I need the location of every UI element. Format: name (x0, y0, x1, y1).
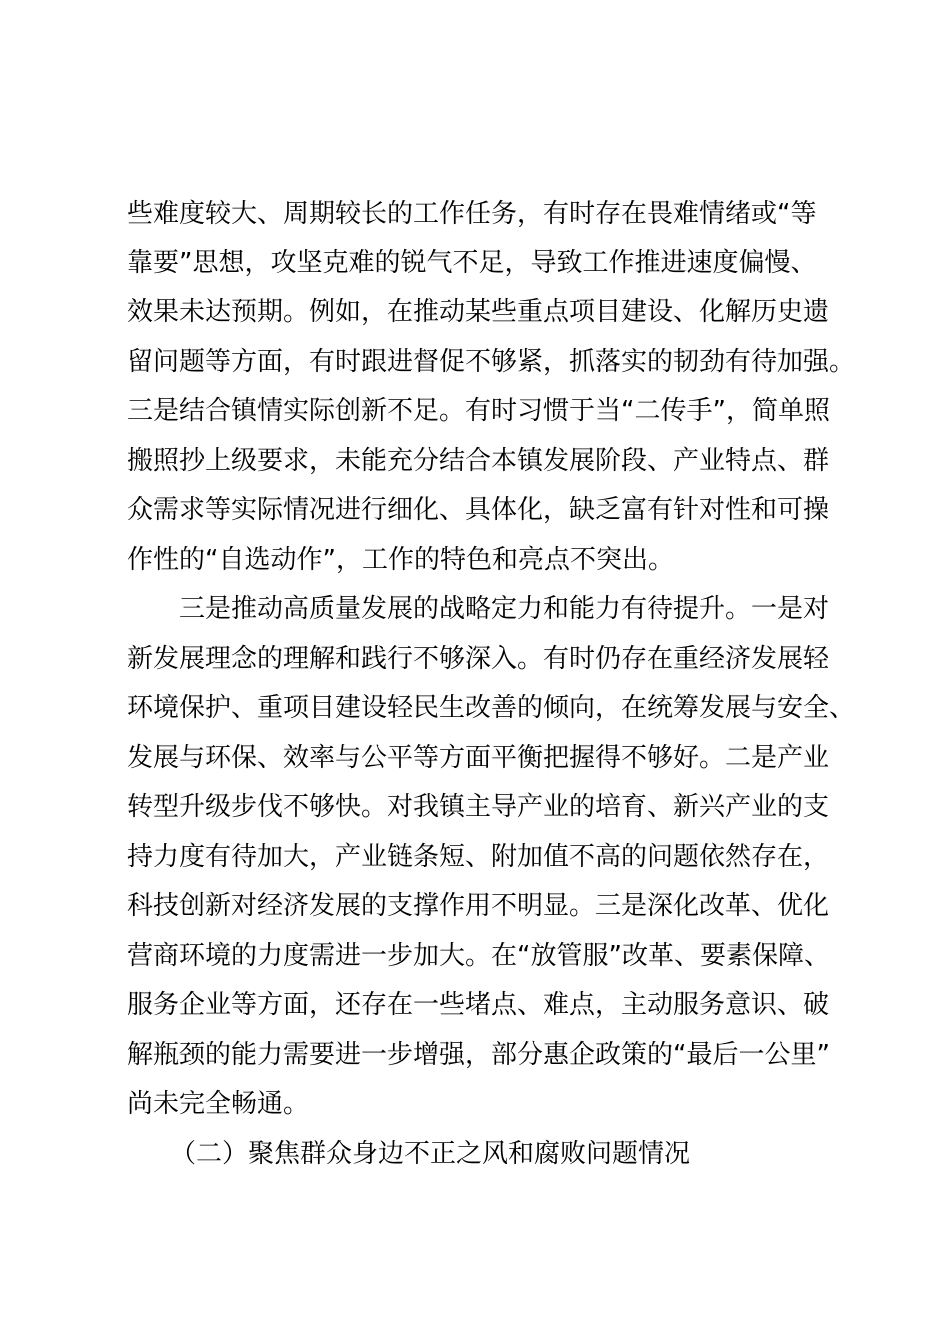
section-heading: （二）聚焦群众身边不正之风和腐败问题情况 (170, 1139, 691, 1169)
text-line: 众需求等实际情况进行细化、具体化，缺乏富有针对性和可操 (127, 495, 830, 525)
text-line: 尚未完全畅通。 (127, 1089, 310, 1119)
text-line: 作性的“自选动作”，工作的特色和亮点不突出。 (127, 545, 674, 575)
text-line: 留问题等方面，有时跟进督促不够紧，抓落实的韧劲有待加强。 (127, 347, 856, 377)
text-line: 些难度较大、周期较长的工作任务，有时存在畏难情绪或“等 (127, 199, 817, 229)
text-line: 发展与环保、效率与公平等方面平衡把握得不够好。二是产业 (127, 743, 830, 773)
text-line: 效果未达预期。例如，在推动某些重点项目建设、化解历史遗 (127, 297, 830, 327)
text-line: 持力度有待加大，产业链条短、附加值不高的问题依然存在， (127, 842, 830, 872)
text-line: 转型升级步伐不够快。对我镇主导产业的培育、新兴产业的支 (127, 792, 830, 822)
text-line: 搬照抄上级要求，未能充分结合本镇发展阶段、产业特点、群 (127, 446, 830, 476)
paragraph-first-line: 三是推动高质量发展的战略定力和能力有待提升。一是对 (179, 594, 830, 624)
text-line: 解瓶颈的能力需要进一步增强，部分惠企政策的“最后一公里” (127, 1040, 830, 1070)
text-line: 服务企业等方面，还存在一些堵点、难点，主动服务意识、破 (127, 990, 830, 1020)
text-line: 环境保护、重项目建设轻民生改善的倾向，在统筹发展与安全、 (127, 693, 856, 723)
text-line: 三是结合镇情实际创新不足。有时习惯于当“二传手”，简单照 (127, 396, 830, 426)
text-line: 靠要”思想，攻坚克难的锐气不足，导致工作推进速度偏慢、 (127, 248, 817, 278)
text-line: 科技创新对经济发展的支撑作用不明显。三是深化改革、优化 (127, 891, 830, 921)
text-line: 营商环境的力度需进一步加大。在“放管服”改革、要素保障、 (127, 941, 830, 971)
text-line: 新发展理念的理解和践行不够深入。有时仍存在重经济发展轻 (127, 644, 830, 674)
